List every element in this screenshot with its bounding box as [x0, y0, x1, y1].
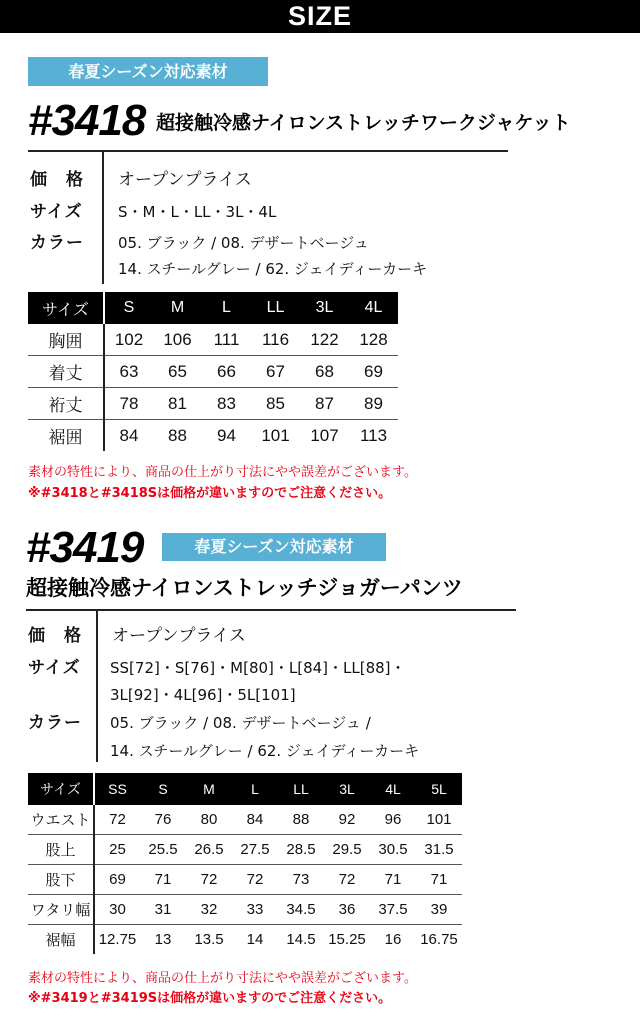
jacket-product-name: 超接触冷感ナイロンストレッチワークジャケット [156, 112, 571, 134]
table-cell: 71 [140, 865, 186, 895]
jacket-size-table [28, 292, 398, 451]
table-cell: 67 [251, 356, 300, 388]
table-cell: 30 [94, 895, 140, 925]
table-cell: 72 [94, 805, 140, 835]
table-cell: 26.5 [186, 835, 232, 865]
table-cell: 15.25 [328, 931, 366, 948]
column-header: L [202, 292, 251, 324]
row-label: 股下 [28, 865, 94, 895]
table-cell: 63 [104, 356, 153, 388]
row-label: 着丈 [28, 356, 104, 388]
table-cell: 113 [359, 425, 388, 445]
table-cell: 73 [278, 865, 324, 895]
jacket-note-tolerance: 素材の特性により、商品の仕上がり寸法にやや誤差がございます。 [28, 465, 417, 480]
table-row [28, 835, 462, 865]
pants-spec-divider [96, 610, 98, 762]
table-cell: 14.5 [286, 931, 316, 948]
column-header: 3L [300, 292, 349, 324]
table-cell: 107 [310, 425, 339, 445]
table-cell: 71 [370, 865, 416, 895]
table-cell: 102 [104, 324, 153, 356]
table-cell: 27.5 [232, 835, 278, 865]
table-cell: 32 [186, 895, 232, 925]
column-header: S [140, 773, 186, 805]
pants-size-table [28, 773, 462, 954]
table-cell: 106 [153, 324, 202, 356]
table-cell: 72 [324, 865, 370, 895]
table-cell: 65 [153, 356, 202, 388]
table-row [28, 356, 398, 388]
table-cell: 96 [370, 805, 416, 835]
table-cell: 37.5 [370, 895, 416, 925]
table-cell: 33 [232, 895, 278, 925]
table-cell: 71 [416, 865, 462, 895]
table-cell: 128 [349, 324, 398, 356]
column-header: S [104, 292, 153, 324]
pants-color-value-2: 14. スチールグレー / 62. ジェイディーカーキ [110, 742, 420, 760]
table-cell: 101 [261, 425, 290, 445]
jacket-note-price: ※#3418と#3418Sは価格が違いますのでご注意ください。 [28, 486, 392, 501]
size-header: SIZE [0, 0, 640, 33]
column-header: SS [94, 773, 140, 805]
table-header-row [28, 292, 398, 324]
table-cell: 13.5 [194, 931, 224, 948]
jacket-price-label: 価 格 [30, 170, 84, 190]
table-cell: 87 [300, 388, 349, 420]
column-header: 4L [370, 773, 416, 805]
jacket-color-value-1: 05. ブラック / 08. デザートベージュ [118, 234, 369, 252]
column-header: 5L [416, 773, 462, 805]
column-header: L [232, 773, 278, 805]
table-cell: 85 [251, 388, 300, 420]
table-row [28, 324, 398, 356]
table-cell: 111 [202, 324, 251, 356]
table-cell: 36 [324, 895, 370, 925]
table-cell: 12.75 [98, 931, 137, 948]
row-label: 裄丈 [28, 388, 104, 420]
column-header: LL [278, 773, 324, 805]
column-header: M [186, 773, 232, 805]
table-cell: 80 [186, 805, 232, 835]
table-cell: 78 [104, 388, 153, 420]
column-header: 4L [349, 292, 398, 324]
table-cell: 101 [416, 805, 462, 835]
table-cell: 89 [349, 388, 398, 420]
table-cell: 30.5 [370, 835, 416, 865]
table-row [28, 388, 398, 420]
table-cell: 34.5 [278, 895, 324, 925]
table-cell: 29.5 [324, 835, 370, 865]
table-cell: 83 [202, 388, 251, 420]
pants-divider [26, 609, 516, 611]
row-label: ワタリ幅 [28, 895, 94, 925]
table-cell: 88 [278, 805, 324, 835]
pants-size-value-2: 3L[92]・4L[96]・5L[101] [110, 686, 296, 704]
pants-note-tolerance: 素材の特性により、商品の仕上がり寸法にやや誤差がございます。 [28, 971, 417, 986]
table-cell: 72 [232, 865, 278, 895]
pants-note-price: ※#3419と#3419Sは価格が違いますのでご注意ください。 [28, 991, 392, 1006]
row-label: 裾幅 [28, 925, 94, 955]
table-row [28, 925, 462, 955]
table-corner-label: サイズ [28, 773, 94, 805]
table-cell: 72 [186, 865, 232, 895]
table-corner-label: サイズ [28, 292, 104, 324]
table-cell: 68 [300, 356, 349, 388]
jacket-color-value-2: 14. スチールグレー / 62. ジェイディーカーキ [118, 260, 428, 278]
table-row [28, 865, 462, 895]
table-cell: 66 [202, 356, 251, 388]
table-row [28, 805, 462, 835]
table-cell: 25 [94, 835, 140, 865]
pants-product-number: #3419 [26, 523, 144, 572]
jacket-product-number: #3418 [28, 96, 146, 145]
table-cell: 92 [324, 805, 370, 835]
table-cell: 25.5 [140, 835, 186, 865]
table-cell: 84 [232, 805, 278, 835]
table-header-row [28, 773, 462, 805]
table-cell: 28.5 [278, 835, 324, 865]
column-header: 3L [324, 773, 370, 805]
table-cell: 94 [217, 425, 236, 445]
table-row [28, 895, 462, 925]
pants-size-label: サイズ [28, 658, 81, 678]
table-cell: 76 [140, 805, 186, 835]
pants-color-value-1: 05. ブラック / 08. デザートベージュ / [110, 714, 371, 732]
table-cell: 88 [168, 425, 187, 445]
row-label: 胸囲 [28, 324, 104, 356]
table-cell: 31 [140, 895, 186, 925]
jacket-size-value: S・M・L・LL・3L・4L [118, 203, 277, 221]
jacket-size-label: サイズ [30, 202, 83, 222]
jacket-spec-divider [102, 151, 104, 284]
table-cell: 13 [154, 931, 172, 948]
pants-product-name: 超接触冷感ナイロンストレッチジョガーパンツ [26, 576, 463, 600]
jacket-season-tag: 春夏シーズン対応素材 [28, 57, 268, 86]
table-cell: 39 [416, 895, 462, 925]
table-cell: 14 [246, 931, 264, 948]
table-cell: 122 [300, 324, 349, 356]
column-header: LL [251, 292, 300, 324]
pants-season-tag: 春夏シーズン対応素材 [162, 533, 386, 561]
jacket-divider [28, 150, 508, 152]
row-label: 股上 [28, 835, 94, 865]
row-label: 裾囲 [28, 420, 104, 452]
pants-color-label: カラー [28, 713, 82, 733]
pants-price-label: 価 格 [28, 626, 82, 646]
table-cell: 84 [119, 425, 139, 445]
pants-price-value: オープンプライス [112, 626, 246, 646]
pants-size-value-1: SS[72]・S[76]・M[80]・L[84]・LL[88]・ [110, 659, 406, 677]
table-cell: 81 [153, 388, 202, 420]
column-header: M [153, 292, 202, 324]
table-cell: 16 [384, 931, 402, 948]
table-cell: 16.75 [420, 931, 458, 948]
row-label: ウエスト [28, 805, 94, 835]
table-cell: 31.5 [416, 835, 462, 865]
jacket-price-value: オープンプライス [118, 170, 252, 190]
table-cell: 69 [94, 865, 140, 895]
jacket-color-label: カラー [30, 233, 84, 253]
table-row [28, 420, 398, 452]
table-cell: 69 [349, 356, 398, 388]
table-cell: 116 [251, 324, 300, 356]
